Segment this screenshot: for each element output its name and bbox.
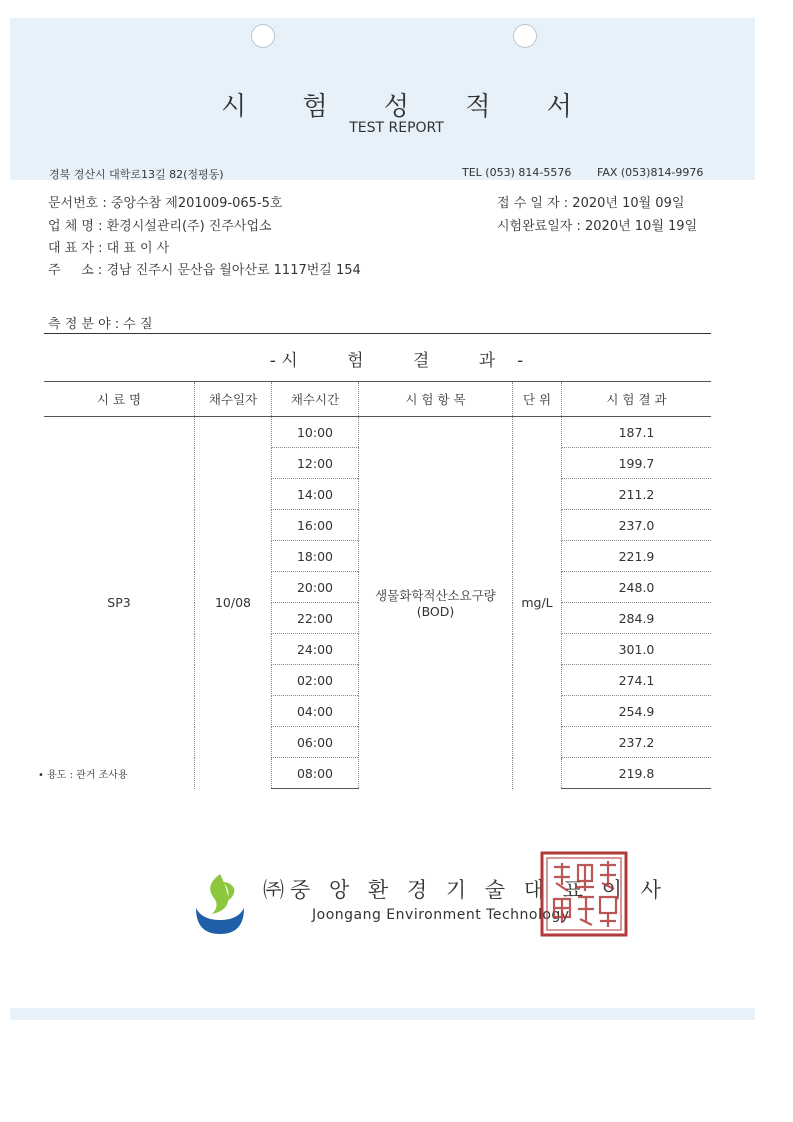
item-code: (BOD) bbox=[416, 604, 455, 620]
doc-number-label: 문서번호 bbox=[48, 196, 99, 211]
result-cell: 219.8 bbox=[562, 758, 712, 789]
result-cell: 237.2 bbox=[562, 727, 712, 758]
results-heading-text: 시 험 결 과 bbox=[281, 351, 518, 371]
date-cell: 10/08 bbox=[195, 417, 272, 789]
time-cell: 12:00 bbox=[272, 448, 359, 479]
punch-hole-right bbox=[513, 24, 537, 48]
item-cell bbox=[359, 417, 513, 789]
rep-row: 대 표 자 : 대 표 이 사 bbox=[48, 241, 170, 256]
result-cell: 254.9 bbox=[562, 696, 712, 727]
company-name-english: Joongang Environment Technology bbox=[312, 907, 570, 923]
rep-value: 대 표 이 사 bbox=[106, 241, 170, 256]
result-cell: 301.0 bbox=[562, 634, 712, 665]
col-unit: 단 위 bbox=[513, 382, 562, 417]
time-cell: 06:00 bbox=[272, 727, 359, 758]
lab-fax: FAX (053)814-9976 bbox=[597, 166, 704, 179]
results-table bbox=[44, 381, 711, 789]
sample-cell: SP3 bbox=[107, 595, 131, 611]
received-row: 접 수 일 자 : 2020년 10월 09일 bbox=[497, 196, 685, 211]
results-heading: - 시 험 결 과- bbox=[269, 351, 524, 371]
table-row bbox=[44, 417, 711, 448]
rep-label: 대 표 자 bbox=[48, 241, 94, 256]
company-label: 업 체 명 bbox=[48, 219, 94, 234]
address-label: 주 소 bbox=[48, 263, 94, 278]
company-seal bbox=[540, 851, 628, 937]
item-name: 생물화학적산소요구량 bbox=[375, 588, 496, 604]
received-value: 2020년 10월 09일 bbox=[572, 196, 685, 211]
report-title: 시 험 성 적 서 bbox=[221, 92, 596, 122]
result-cell: 237.0 bbox=[562, 510, 712, 541]
col-date: 채수일자 bbox=[195, 382, 272, 417]
time-cell: 16:00 bbox=[272, 510, 359, 541]
time-cell: 02:00 bbox=[272, 665, 359, 696]
col-time: 채수시간 bbox=[272, 382, 359, 417]
bottom-band bbox=[10, 1008, 755, 1020]
time-cell: 10:00 bbox=[272, 417, 359, 448]
time-cell: 18:00 bbox=[272, 541, 359, 572]
time-cell: 24:00 bbox=[272, 634, 359, 665]
doc-number-value: 중앙수참 제201009-065-5호 bbox=[110, 196, 283, 211]
unit-cell: mg/L bbox=[513, 417, 562, 789]
result-cell: 221.9 bbox=[562, 541, 712, 572]
result-cell: 199.7 bbox=[562, 448, 712, 479]
completed-row: 시험완료일자 : 2020년 10월 19일 bbox=[497, 219, 698, 234]
punch-hole-left bbox=[251, 24, 275, 48]
company-row: 업 체 명 : 환경시설관리(주) 진주사업소 bbox=[48, 219, 272, 234]
col-result: 시 험 결 과 bbox=[562, 382, 712, 417]
completed-label: 시험완료일자 bbox=[497, 219, 573, 234]
result-cell: 274.1 bbox=[562, 665, 712, 696]
result-cell: 248.0 bbox=[562, 572, 712, 603]
lab-tel: TEL (053) 814-5576 bbox=[462, 166, 572, 179]
lab-address: 경북 경산시 대학로13길 82(정평동) bbox=[49, 168, 224, 181]
table-header-row bbox=[44, 382, 711, 417]
usage-note: • 용도 : 관거 조사용 bbox=[38, 770, 128, 781]
result-cell: 284.9 bbox=[562, 603, 712, 634]
time-cell: 22:00 bbox=[272, 603, 359, 634]
result-cell: 211.2 bbox=[562, 479, 712, 510]
section-rule bbox=[44, 333, 711, 334]
result-cell: 187.1 bbox=[562, 417, 712, 448]
report-subtitle: TEST REPORT bbox=[349, 120, 444, 136]
time-cell: 08:00 bbox=[272, 758, 359, 789]
address-value: 경남 진주시 문산읍 월아산로 1117번길 154 bbox=[106, 263, 361, 278]
completed-value: 2020년 10월 19일 bbox=[585, 219, 698, 234]
time-cell: 04:00 bbox=[272, 696, 359, 727]
company-value: 환경시설관리(주) 진주사업소 bbox=[106, 219, 272, 234]
received-label: 접 수 일 자 bbox=[497, 196, 560, 211]
company-name-korean: ㈜중 앙 환 경 기 술 대 표 이 사 bbox=[263, 878, 667, 902]
measurement-field: 측 정 분 야 : 수 질 bbox=[48, 317, 153, 332]
time-cell: 20:00 bbox=[272, 572, 359, 603]
col-sample: 시 료 명 bbox=[44, 382, 195, 417]
address-row: 주 소 : 경남 진주시 문산읍 월아산로 1117번길 154 bbox=[48, 263, 361, 278]
col-item: 시 험 항 목 bbox=[359, 382, 513, 417]
doc-number-row: 문서번호 : 중앙수참 제201009-065-5호 bbox=[48, 196, 283, 211]
company-logo bbox=[190, 868, 250, 936]
time-cell: 14:00 bbox=[272, 479, 359, 510]
